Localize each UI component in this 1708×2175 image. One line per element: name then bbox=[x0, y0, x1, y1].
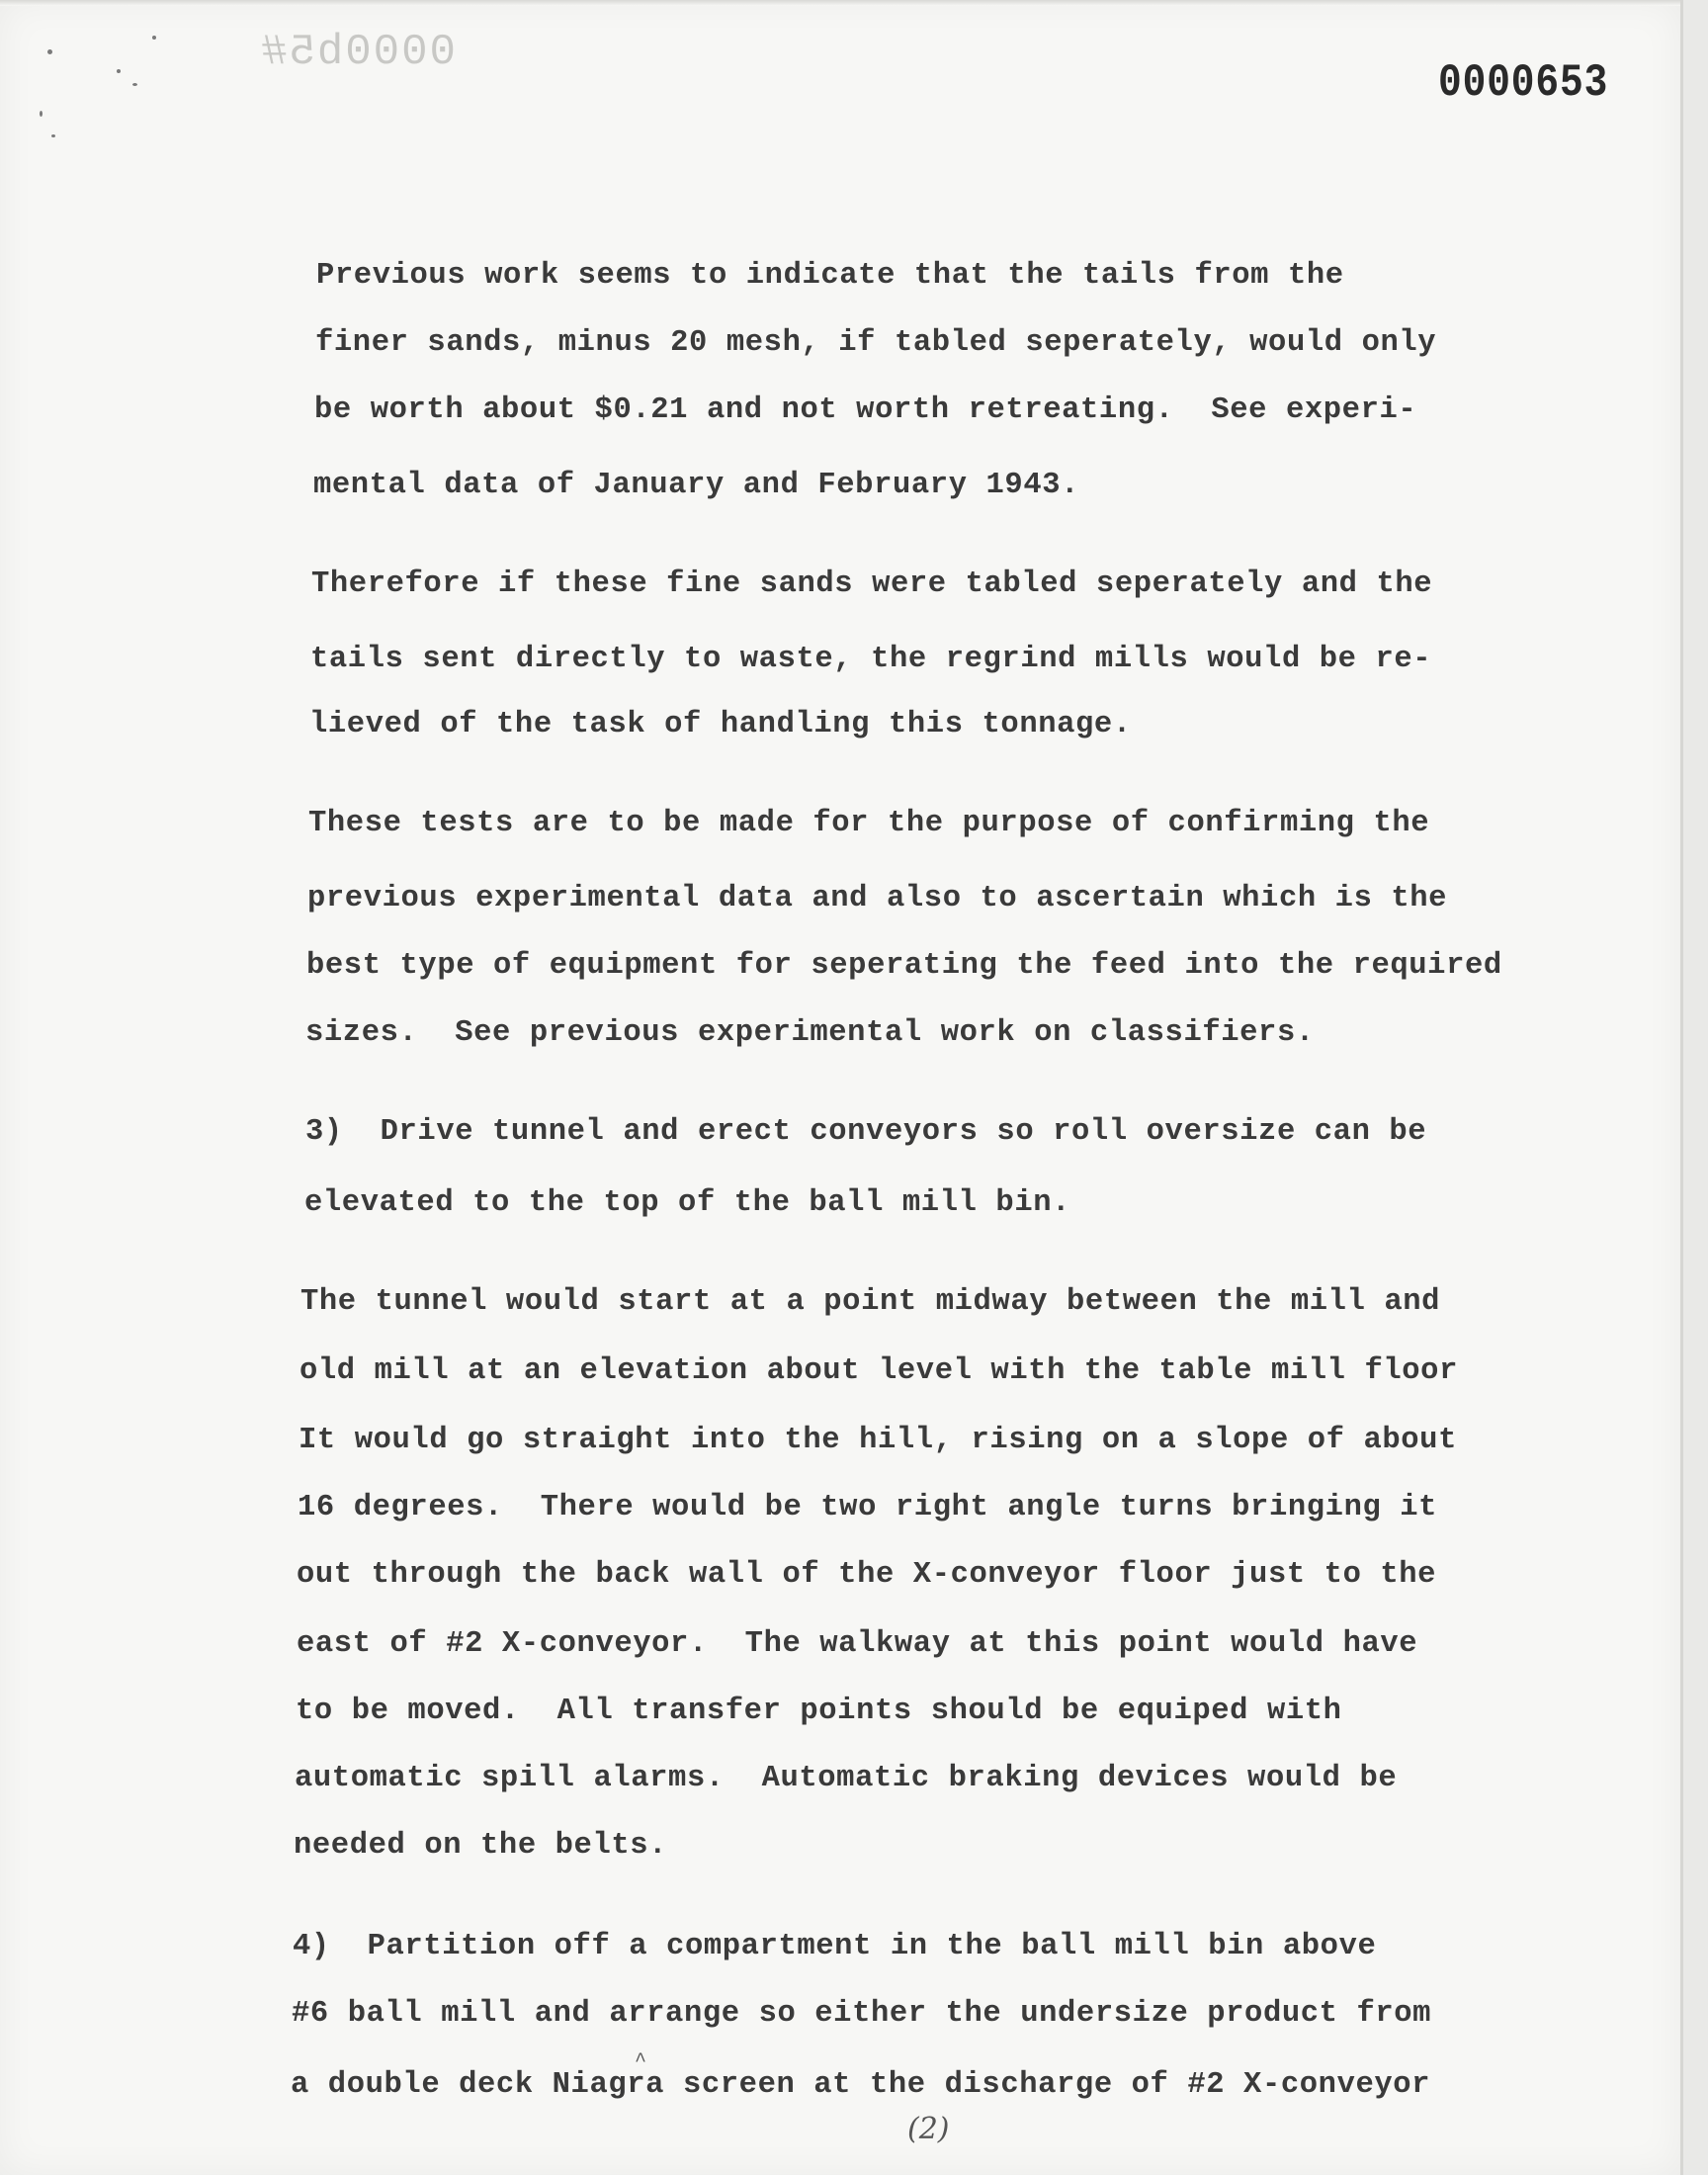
text-line: out through the back wall of the X-conveyor floor just to the bbox=[297, 1558, 1437, 1592]
text-line: best type of equipment for seperating the feed into the required bbox=[306, 949, 1502, 983]
text-line: needed on the belts. bbox=[294, 1829, 668, 1863]
text-line: a double deck Niagra screen at the discharge of #2 X-conveyor bbox=[291, 2068, 1431, 2102]
text-line: old mill at an elevation about level with the table mill floor bbox=[299, 1354, 1458, 1388]
text-line: 16 degrees. There would be two right angle turns bringing it bbox=[298, 1491, 1438, 1524]
document-number: 0000653 bbox=[1438, 57, 1609, 109]
text-line: mental data of January and February 1943. bbox=[313, 469, 1080, 502]
page-top-edge bbox=[0, 0, 1680, 6]
text-line: elevated to the top of the ball mill bin. bbox=[304, 1186, 1071, 1220]
text-line: Therefore if these fine sands were tabled seperately and the bbox=[311, 567, 1433, 601]
faint-stamp: 0000b5# bbox=[259, 28, 456, 77]
text-line: finer sands, minus 20 mesh, if tabled seperately, would only bbox=[315, 326, 1437, 360]
text-line: #6 ball mill and arrange so either the undersize product from bbox=[292, 1997, 1432, 2031]
text-line: to be moved. All transfer points should be equiped with bbox=[296, 1695, 1342, 1728]
text-line: automatic spill alarms. Automatic braking devices would be bbox=[295, 1762, 1398, 1795]
text-line: tails sent directly to waste, the regrind mills would be re- bbox=[310, 643, 1432, 676]
text-line: east of #2 X-conveyor. The walkway at this point would have bbox=[297, 1627, 1418, 1661]
text-line: 4) Partition off a compartment in the ball mill bin above bbox=[293, 1930, 1377, 1963]
text-line: sizes. See previous experimental work on classifiers. bbox=[305, 1016, 1315, 1050]
page-number: (2) bbox=[907, 2112, 950, 2146]
text-line: be worth about $0.21 and not worth retreating. See experi- bbox=[314, 393, 1417, 427]
text-line: lieved of the task of handling this tonnage. bbox=[309, 708, 1132, 741]
text-line: 3) Drive tunnel and erect conveyors so roll oversize can be bbox=[305, 1115, 1427, 1149]
text-line: The tunnel would start at a point midway between the mill and bbox=[300, 1285, 1441, 1319]
text-line: previous experimental data and also to ascertain which is the bbox=[307, 882, 1448, 915]
text-line: These tests are to be made for the purpose of confirming the bbox=[308, 807, 1430, 840]
text-line: Previous work seems to indicate that the tails from the bbox=[316, 259, 1344, 293]
text-line: It would go straight into the hill, rising on a slope of about bbox=[299, 1424, 1457, 1457]
handwritten-caret-mark: ^ bbox=[635, 2050, 647, 2073]
